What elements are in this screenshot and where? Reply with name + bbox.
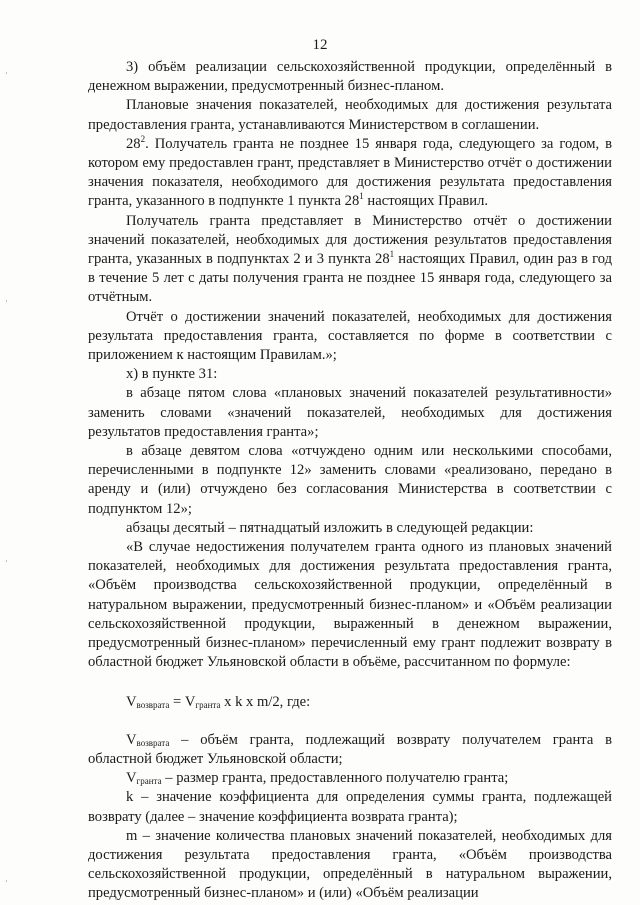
formula: $V_{возврата} = V_{гранта}$ х k х m/2, где:: [126, 693, 311, 710]
margin-mark: [6, 880, 7, 882]
paragraph: 3) объём реализации сельскохозяйственной продукции, определённый в денежном выражении, предусмотренный бизнес-планом.: [88, 59, 612, 95]
paragraph: в абзаце девятом слова «отчуждено одним или несколькими способами, перечисленными в подпункте 12» заменить словами «реализовано, передано в аренду и (или) отчуждено без согласования Министерства в соответствии с подпунктом 12»;: [88, 443, 612, 517]
paragraph: «В случае недостижения получателем гранта одного из плановых значений показателей, необходимых для достижения результата предоставления гранта, «Объём производства сельскохозяйственной продукции, определённый в натуральном выражении, предусмотренный бизнес-планом» и «Объём реализации сельскохозяйственной продукции, выраженный в денежном выражении, предусмотренный бизнес-планом» перечисленный ему грант подлежит возврату в областной бюджет Ульяновской области в объёме, рассчитанном по формуле:: [88, 539, 612, 671]
paragraph: абзацы десятый – пятнадцатый изложить в следующей редакции:: [126, 519, 534, 536]
paragraph: Получатель гранта представляет в Министерство отчёт о достижении значений показателей, необходимых для достижения результатов предоставления гранта, указанных в подпунктах 2 и 3 пункта $28^1$ настоящих Правил, один раз в год в течение 5 лет с даты получения гранта не позднее 15 января года, следующего за отчётным.: [88, 212, 612, 306]
definition-m: m – значение количества плановых значений показателей, необходимых для достижения результата предоставления гранта, «Объём производства сельскохозяйственной продукции, определённый в натуральном выражении, предусмотренный бизнес-планом» и (или) «Объём реализации: [88, 827, 612, 902]
definition-k: k – значение коэффициента для определения суммы гранта, подлежащей возврату (далее – значение коэффициента возврата гранта);: [88, 789, 612, 825]
paragraph: Отчёт о достижении значений показателей, необходимых для достижения результата предоставления гранта, составляется по форме в соответствии с приложением к настоящим Правилам.»;: [88, 308, 612, 364]
margin-mark: [6, 300, 7, 302]
paragraph: х) в пункте 31:: [126, 366, 218, 383]
margin-mark: [6, 560, 7, 562]
paragraph: $28^2$. Получатель гранта не позднее 15 января года, следующего за годом, в котором ему предоставлен грант, представляет в Министерство отчёт о достижении значения показателя, необходимого для достижения результата предоставления гранта, указанного в подпункте 1 пункта $28^1$ настоящих Правил.: [88, 133, 612, 210]
definition-v-return: $V_{возврата}$ – объём гранта, подлежащий возврату получателем гранта в областной бюджет Ульяновской области;: [88, 731, 612, 767]
document-body: [88, 58, 612, 904]
definition-v-grant: $V_{гранта}$ – размер гранта, предоставленного получателю гранта;: [126, 770, 509, 787]
paragraph: в абзаце пятом слова «плановых значений показателей результативности» заменить словами «значений показателей, необходимых для достижения результатов предоставления гранта»;: [88, 385, 612, 440]
margin-mark: [6, 72, 7, 74]
page-number: 12: [312, 37, 328, 53]
paragraph: Плановые значения показателей, необходимых для достижения результата предоставления гранта, устанавливаются Министерством в соглашении.: [88, 97, 612, 133]
